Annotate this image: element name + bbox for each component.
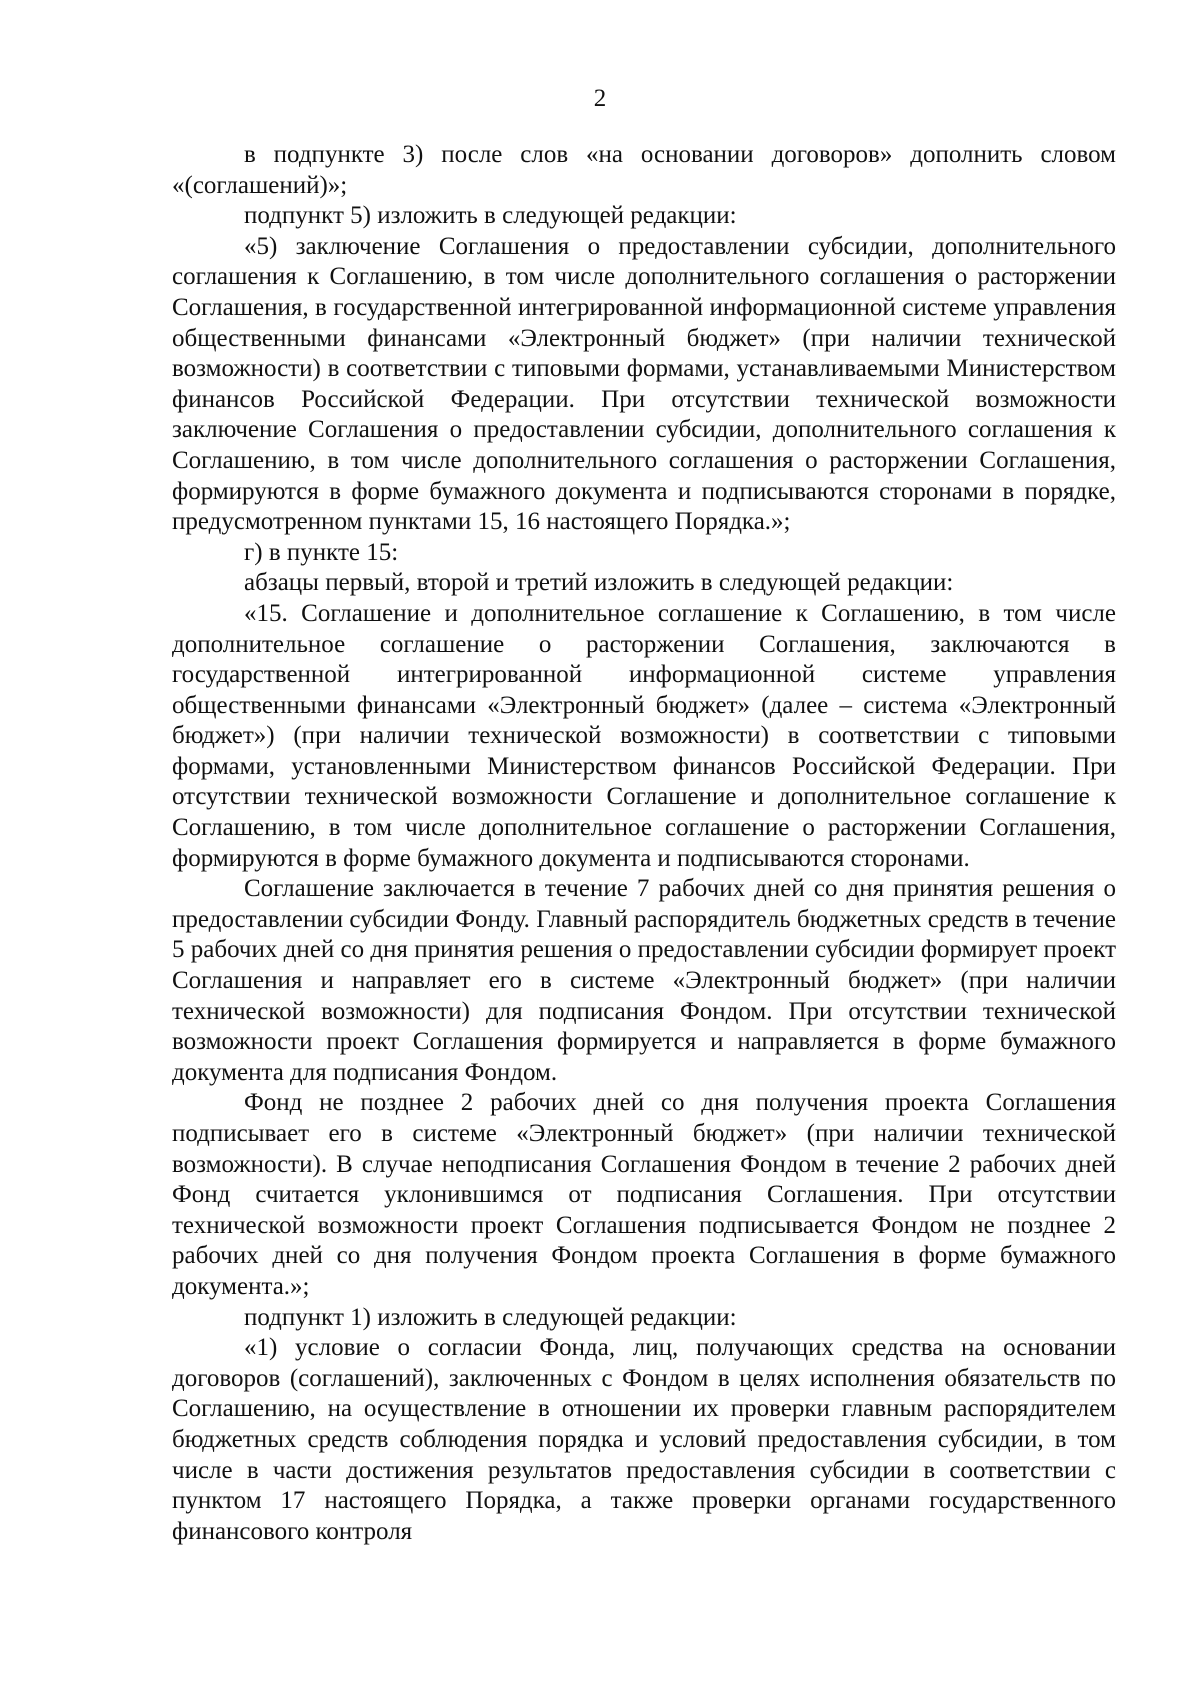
paragraph-item-15-heading: г) в пункте 15: [244,538,399,566]
paragraph-item-15-third: Фонд не позднее 2 рабочих дней со дня получения проекта Соглашения подписывает его в системе «Электронный бюджет» (при наличии технической возможности). В случае неподписания Соглашения Фондом в течение 2 рабочих дней Фонд считается уклонившимся от подписания Соглашения. При отсутствии технической возможности проект Соглашения подписывается Фондом не позднее 2 рабочих дней со дня получения Фондом проекта Соглашения в форме бумажного документа.»; [172,1089,1116,1300]
paragraph-item-15-intro: абзацы первый, второй и третий изложить в следующей редакции: [244,569,954,597]
paragraph-item-15-first: «15. Соглашение и дополнительное соглашение к Соглашению, в том числе дополнительное соглашение о расторжении Соглашения, заключаются в государственной интегрированной информационной системе управления общественными финансами «Электронный бюджет» (далее – система «Электронный бюджет») (при наличии технической возможности) в соответствии с типовыми формами, установленными Министерством финансов Российской Федерации. При отсутствии технической возможности Соглашение и дополнительное соглашение к Соглашению, в том числе дополнительное соглашение о расторжении Соглашения, формируются в форме бумажного документа и подписываются сторонами. [172,599,1116,872]
document-body [172,140,1116,1547]
paragraph-subitem-1-intro: подпункт 1) изложить в следующей редакции: [244,1303,737,1331]
paragraph-subitem-3-amendment: в подпункте 3) после слов «на основании договоров» дополнить словом «(соглашений)»; [172,141,1116,199]
paragraph-item-15-second: Соглашение заключается в течение 7 рабочих дней со дня принятия решения о предоставлении субсидии Фонду. Главный распорядитель бюджетных средств в течение 5 рабочих дней со дня принятия решения о предоставлении субсидии формирует проект Соглашения и направляет его в системе «Электронный бюджет» (при наличии технической возможности) для подписания Фондом. При отсутствии технической возможности проект Соглашения формируется и направляется в форме бумажного документа для подписания Фондом. [172,875,1116,1086]
paragraph-subitem-5-intro: подпункт 5) изложить в следующей редакции: [244,202,737,230]
paragraph-subitem-5-text: «5) заключение Соглашения о предоставлении субсидии, дополнительного соглашения к Соглашению, в том числе дополнительного соглашения о расторжении Соглашения, в государственной интегрированной информационной системе управления общественными финансами «Электронный бюджет» (при наличии технической возможности) в соответствии с типовыми формами, устанавливаемыми Министерством финансов Российской Федерации. При отсутствии технической возможности заключение Соглашения о предоставлении субсидии, дополнительного соглашения к Соглашению, в том числе дополнительного соглашения о расторжении Соглашения, формируются в форме бумажного документа и подписываются сторонами в порядке, предусмотренном пунктами 15, 16 настоящего Порядка.»; [172,232,1116,536]
page-number: 2 [593,85,607,112]
paragraph-subitem-1-text: «1) условие о согласии Фонда, лиц, получающих средства на основании договоров (соглашений), заключенных с Фондом в целях исполнения обязательств по Соглашению, на осуществление в отношении их проверки главным распорядителем бюджетных средств соблюдения порядка и условий предоставления субсидии, в том числе в части достижения результатов предоставления субсидии в соответствии с пунктом 17 настоящего Порядка, а также проверки органами государственного финансового контроля [172,1334,1116,1545]
